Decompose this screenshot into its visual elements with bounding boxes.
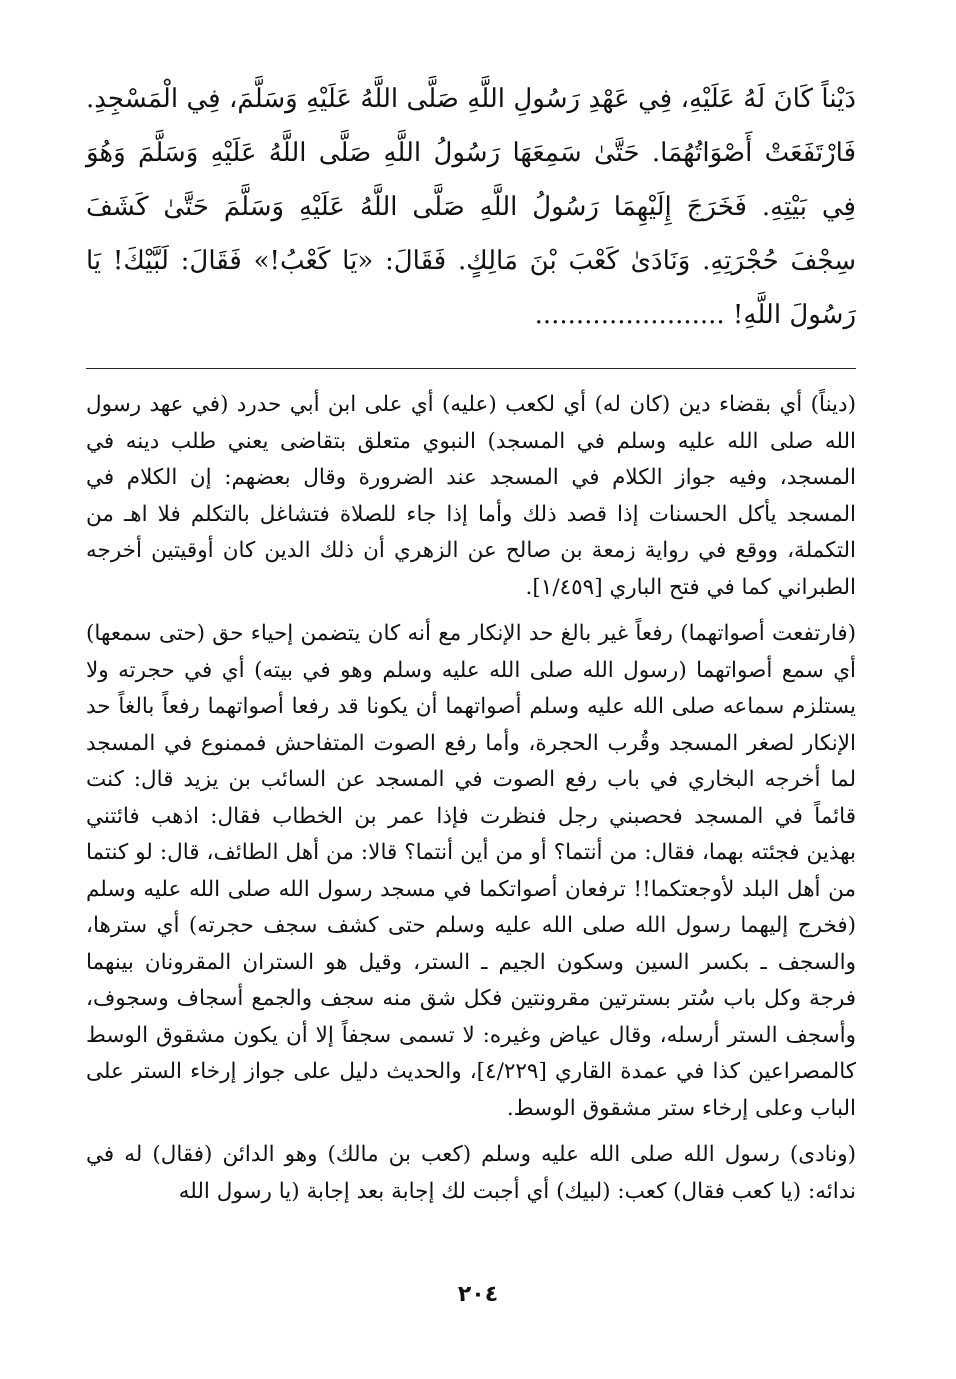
commentary-paragraph-3: (ونادى) رسول الله صلى الله عليه وسلم (كعب بن مالك) وهو الدائن (فقال) له في ندائه: (يا كعب فقال) كعب: (لبيك) أي أجبت لك إجابة بعد إجابة (يا رسول الله: [86, 1142, 856, 1204]
commentary-paragraph-2: (فارتفعت أصواتهما) رفعاً غير بالغ حد الإنكار مع أنه كان يتضمن إحياء حق (حتى سمعها) أي سمع أصواتهما (رسول الله صلى الله عليه وسلم وهو في بيته) أي في حجرته ولا يستلزم سماعه صلى الله عليه وسلم أصواتهما أن يكونا قد رفعا أصواتهما رفعاً بالغاً حد الإنكار لصغر المسجد وقُرب الحجرة، وأما رفع الصوت المتفاحش فممنوع في المسجد لما أخرجه البخاري في باب رفع الصوت في المسجد عن السائب بن يزيد قال: كنت قائماً في المسجد فحصبني رجل فنظرت فإذا عمر بن الخطاب فقال: اذهب فائتني بهذين فجئته بهما، فقال: من أنتما؟ أو من أين أنتما؟ قالا: من أهل الطائف، قال: لو كنتما من أهل البلد لأوجعتكما!! ترفعان أصواتكما في مسجد رسول الله صلى الله عليه وسلم (فخرج إليهما رسول الله صلى الله عليه وسلم حتى كشف سجف حجرته) أي سترها، والسجف ـ بكسر السين وسكون الجيم ـ الستر، وقيل هو الستران المقرونان بينهما فرجة وكل باب سُتر بسترتين مقرونتين فكل شق منه سجف والجمع أسجاف وسجوف، وأسجف الستر أرسله، وقال عياض وغيره: لا تسمى سجفاً إلا أن يكون مشقوق الوسط كالمصراعين كذا في عمدة القاري [٤/٢٢٩]، والحديث دليل على جواز إرخاء الستر على الباب وعلى إرخاء ستر مشقوق الوسط.: [86, 621, 857, 1121]
commentary-paragraph-1: (ديناً) أي بقضاء دين (كان له) أي لكعب (عليه) أي على ابن أبي حدرد (في عهد رسول الله صلى الله عليه وسلم في المسجد) النبوي متعلق بتقاضى يعني طلب دينه في المسجد، وفيه جواز الكلام في المسجد عند الضرورة وقال بعضهم: إن الكلام في المسجد يأكل الحسنات إذا قصد ذلك وأما إذا جاء للصلاة فتشاغل بالتكلم فلا اهـ من التكملة، ووقع في رواية زمعة بن صالح عن الزهري أن ذلك الدين كان أوقيتين أخرجه الطبراني كما في فتح الباري [١/٤٥٩].: [86, 392, 856, 600]
hadith-text: دَيْناً كَانَ لَهُ عَلَيْهِ، فِي عَهْدِ رَسُولِ اللَّهِ صَلَّى اللَّهُ عَلَيْهِ وَسَلَّمَ، فِي الْمَسْجِدِ. فَارْتَفَعَتْ أَصْوَاتُهُمَا. حَتَّىٰ سَمِعَهَا رَسُولُ اللَّهِ صَلَّى اللَّهُ عَلَيْهِ وَسَلَّمَ وَهُوَ فِي بَيْتِهِ. فَخَرَجَ إِلَيْهِمَا رَسُولُ اللَّهِ صَلَّى اللَّهُ عَلَيْهِ وَسَلَّمَ حَتَّىٰ كَشَفَ سِجْفَ حُجْرَتِهِ. وَنَادَىٰ كَعْبَ بْنَ مَالِكٍ. فَقَالَ: «يَا كَعْبُ!» فَقَالَ: لَبَّيْكَ! يَا رَسُولَ اللَّهِ! .......................: [86, 84, 856, 330]
page-content: [86, 72, 856, 1210]
divider-line: [86, 368, 856, 369]
page-number: ٢٠٤: [457, 1282, 499, 1307]
